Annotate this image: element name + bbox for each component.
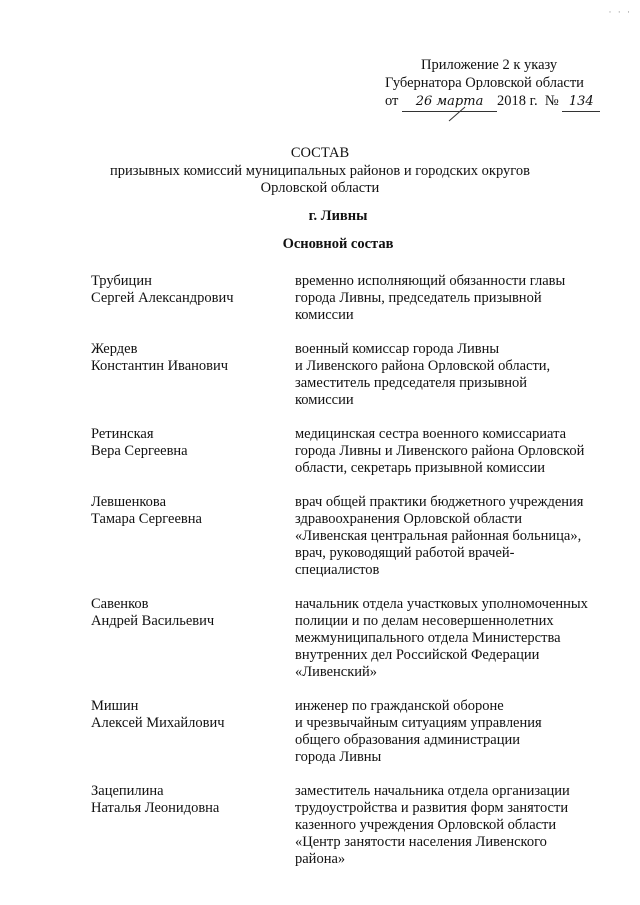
date-prefix: от	[385, 93, 399, 109]
year-suffix: 2018 г.	[497, 93, 538, 109]
member-name: Савенков Андрей Васильевич	[91, 596, 215, 629]
member-role: заместитель начальника отдела организации трудоустройства и развития форм занятости казенного учреждения Орловской области «Центр занятости населения Ливенского района»	[295, 783, 570, 867]
member-name: Ретинская Вера Сергеевна	[91, 426, 188, 459]
member-entry	[91, 341, 611, 409]
member-entry	[91, 426, 611, 477]
member-name: Зацепилина Наталья Леонидовна	[91, 783, 220, 816]
number-sign: №	[544, 93, 559, 109]
appendix-line-2: Губернатора Орловской области	[385, 75, 584, 91]
member-entry	[91, 698, 611, 766]
member-role: медицинская сестра военного комиссариата города Ливны и Ливенского района Орловской области, секретарь призывной комиссии	[295, 426, 585, 476]
member-name: Трубицин Сергей Александрович	[91, 273, 234, 306]
member-entry	[91, 273, 611, 324]
member-name: Жердев Константин Иванович	[91, 341, 229, 374]
appendix-header	[385, 56, 635, 112]
member-name: Мишин Алексей Михайлович	[91, 698, 225, 731]
appendix-date-line	[385, 92, 635, 112]
document-subtitle-line-1: призывных комиссий муниципальных районов и городских округов	[110, 163, 530, 179]
handwritten-date: 26 марта	[402, 93, 497, 112]
city-heading: г. Ливны	[308, 208, 368, 224]
member-role: временно исполняющий обязанности главы города Ливны, председатель призывной комиссии	[295, 273, 566, 323]
member-role: начальник отдела участковых уполномоченных полиции и по делам несовершеннолетних межмуниципального отдела Министерства внутренних дел Российской Федерации «Ливенский»	[295, 596, 588, 680]
section-heading: Основной состав	[282, 236, 394, 252]
member-entry	[91, 783, 611, 868]
member-entry	[91, 494, 611, 579]
document-title: СОСТАВ	[290, 145, 350, 161]
corner-mark: · · ·	[608, 7, 632, 17]
document-subtitle-line-2: Орловской области	[260, 180, 380, 196]
member-role: инженер по гражданской обороне и чрезвычайным ситуациям управления общего образования администрации города Ливны	[295, 698, 542, 765]
appendix-line-1: Приложение 2 к указу	[421, 57, 558, 73]
pen-stroke-mark	[445, 106, 475, 122]
members-list	[91, 273, 611, 885]
member-role: военный комиссар города Ливны и Ливенского района Орловской области, заместитель председателя призывной комиссии	[295, 341, 551, 408]
member-name: Левшенкова Тамара Сергеевна	[91, 494, 202, 527]
member-entry	[91, 596, 611, 681]
handwritten-number: 134	[562, 93, 600, 112]
member-role: врач общей практики бюджетного учреждения здравоохранения Орловской области «Ливенская центральная районная больница», врач, руководящий работой врачей- специалистов	[295, 494, 584, 578]
